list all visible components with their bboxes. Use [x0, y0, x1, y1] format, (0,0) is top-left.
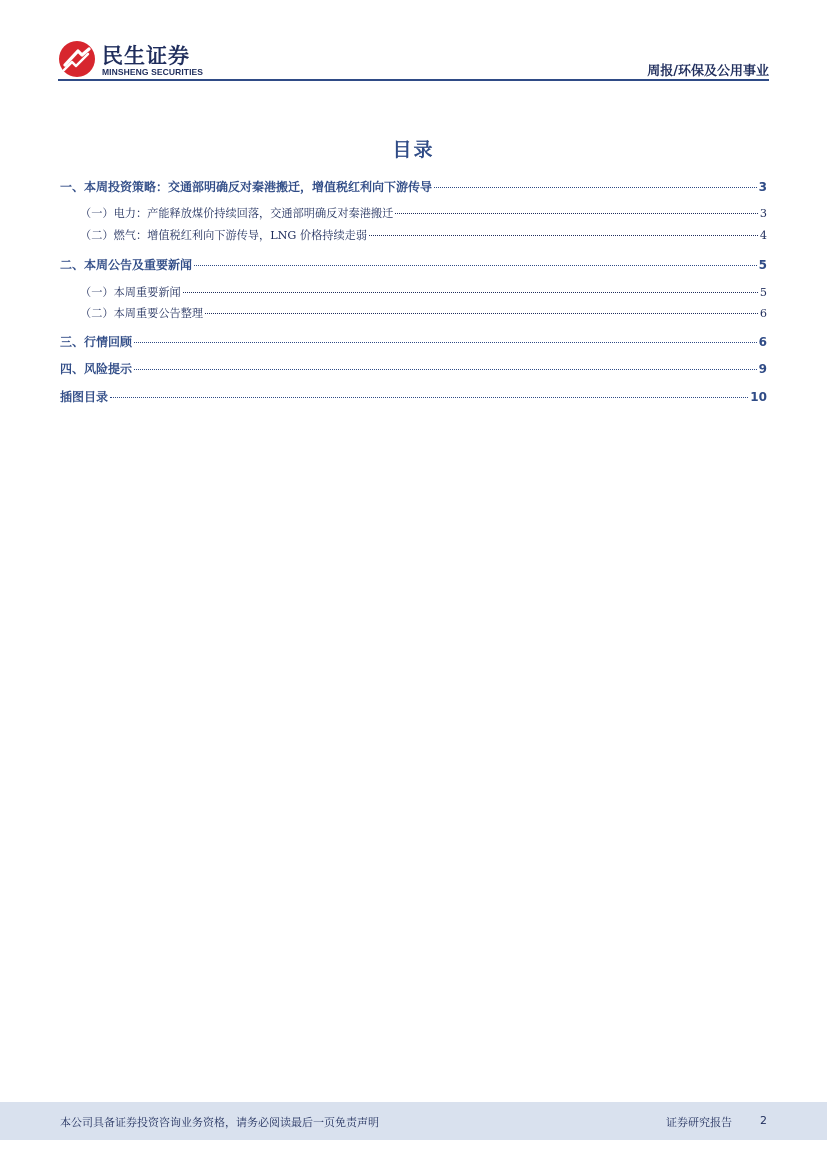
footer-report-label: 证券研究报告 [666, 1116, 732, 1129]
page-footer [0, 1102, 827, 1140]
toc-dot-leader [395, 213, 758, 214]
toc-entry-page: 6 [759, 307, 767, 320]
company-logo [58, 40, 218, 80]
toc-entry-title: 三、行情回顾 [60, 335, 133, 349]
report-type-label: 周报/环保及公用事业 [647, 64, 769, 79]
toc-entry-page: 5 [758, 258, 767, 272]
toc-entry-page: 5 [759, 286, 767, 299]
toc-entry-page: 10 [750, 390, 767, 404]
page-number: 2 [760, 1114, 767, 1127]
toc-entry-page: 6 [758, 335, 767, 349]
toc-dot-leader [434, 187, 757, 188]
toc-entry-title: 一、本周投资策略：交通部明确反对秦港搬迁，增值税红利向下游传导 [60, 180, 433, 194]
toc-dot-leader [183, 292, 758, 293]
minsheng-logo-icon [58, 40, 96, 78]
toc-dot-leader [369, 235, 758, 236]
toc-section-entry[interactable] [60, 388, 767, 405]
toc-entry-title: 插图目录 [60, 390, 109, 404]
toc-subsection-entry[interactable] [60, 305, 767, 321]
toc-entry-title: 四、风险提示 [60, 362, 133, 376]
toc-section-entry[interactable] [60, 360, 767, 377]
toc-subsection-entry[interactable] [60, 205, 767, 221]
footer-disclaimer: 本公司具备证券投资咨询业务资格，请务必阅读最后一页免责声明 [60, 1116, 379, 1129]
toc-dot-leader [205, 313, 758, 314]
toc-dot-leader [194, 265, 757, 266]
toc-entry-page: 9 [758, 362, 767, 376]
toc-dot-leader [110, 397, 748, 398]
logo-english-name: MINSHENG SECURITIES [102, 67, 204, 77]
toc-section-entry[interactable] [60, 333, 767, 350]
toc-entry-title: 二、本周公告及重要新闻 [60, 258, 193, 272]
toc-section-entry[interactable] [60, 178, 767, 195]
toc-section-entry[interactable] [60, 256, 767, 273]
toc-entry-page: 4 [759, 229, 767, 242]
toc-entry-page: 3 [759, 207, 767, 220]
header-divider [58, 79, 769, 81]
toc-dot-leader [134, 369, 757, 370]
toc-entry-title: （一）电力：产能释放煤价持续回落，交通部明确反对秦港搬迁 [80, 207, 394, 220]
toc-entry-title: （二）本周重要公告整理 [80, 307, 204, 320]
toc-entry-page: 3 [758, 180, 767, 194]
toc-subsection-entry[interactable] [60, 227, 767, 243]
logo-chinese-name: 民生证券 [102, 44, 190, 68]
toc-subsection-entry[interactable] [60, 284, 767, 300]
toc-title: 目录 [392, 139, 435, 161]
toc-dot-leader [134, 342, 757, 343]
toc-entry-title: （二）燃气：增值税红利向下游传导，LNG 价格持续走弱 [80, 229, 368, 242]
toc-entry-title: （一）本周重要新闻 [80, 286, 181, 299]
